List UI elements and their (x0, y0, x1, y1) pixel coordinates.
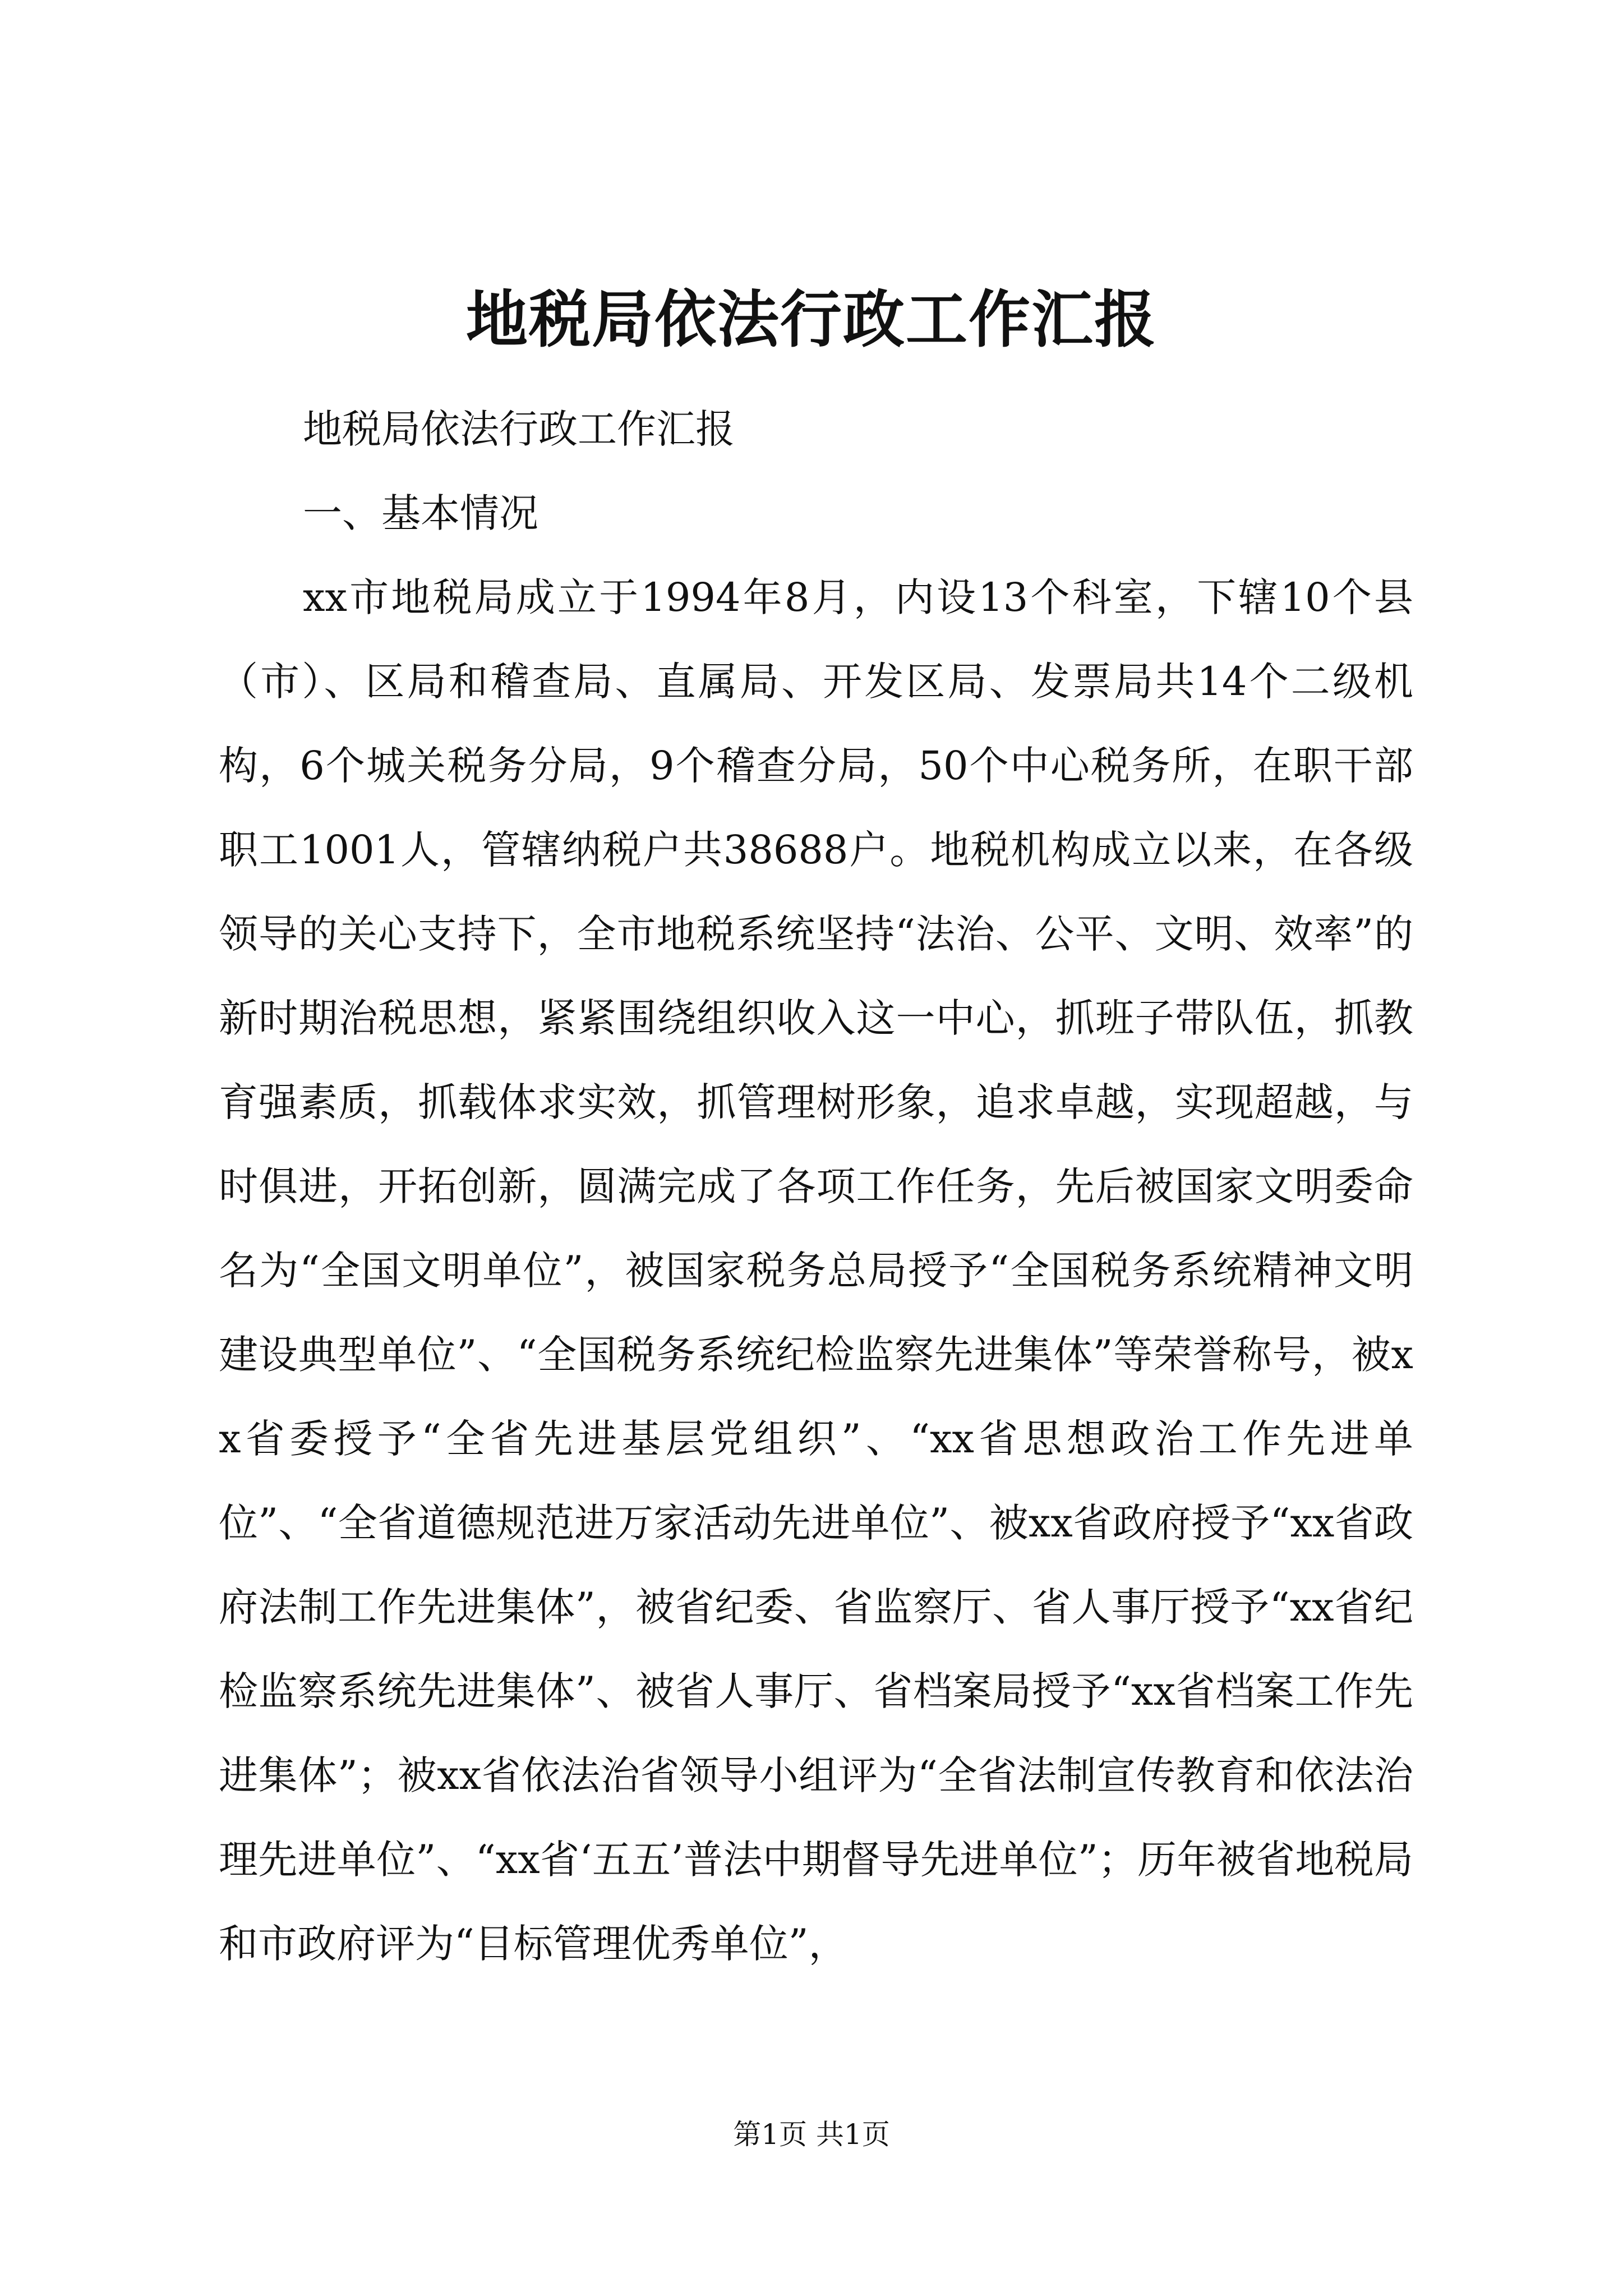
subtitle-paragraph: 地税局依法行政工作汇报 (303, 406, 735, 452)
document-body (219, 387, 1413, 1986)
section-heading: 一、基本情况 (303, 490, 538, 536)
page-title: 地税局依法行政工作汇报 (466, 283, 1157, 356)
body-paragraph: xx市地税局成立于1994年8月，内设13个科室，下辖10个县（市）、区局和稽查局、直属局、开发区局、发票局共14个二级机构，6个城关税务分局，9个稽查分局，50个中心税务所，在职干部职工1001人，管辖纳税户共38688户。地税机构成立以来，在各级领导的关心支持下，全市地税系统坚持“法治、公平、文明、效率”的新时期治税思想，紧紧围绕组织收入这一中心，抓班子带队伍，抓教育强素质，抓载体求实效，抓管理树形象，追求卓越，实现超越，与时俱进，开拓创新，圆满完成了各项工作任务，先后被国家文明委命名为“全国文明单位”，被国家税务总局授予“全国税务系统精神文明建设典型单位”、“全国税务系统纪检监察先进集体”等荣誉称号，被xx省委授予“全省先进基层党组织”、“xx省思想政治工作先进单位”、“全省道德规范进万家活动先进单位”、被xx省政府授予“xx省政府法制工作先进集体”，被省纪委、省监察厅、省人事厅授予“xx省纪检监察系统先进集体”、被省人事厅、省档案局授予“xx省档案工作先进集体”；被xx省依法治省领导小组评为“全省法制宣传教育和依法治理先进单位”、“xx省‘五五’普法中期督导先进单位”；历年被省地税局和市政府评为“目标管理优秀单位”， (219, 574, 1413, 1967)
page-footer: 第1页 共1页 (733, 2118, 890, 2151)
